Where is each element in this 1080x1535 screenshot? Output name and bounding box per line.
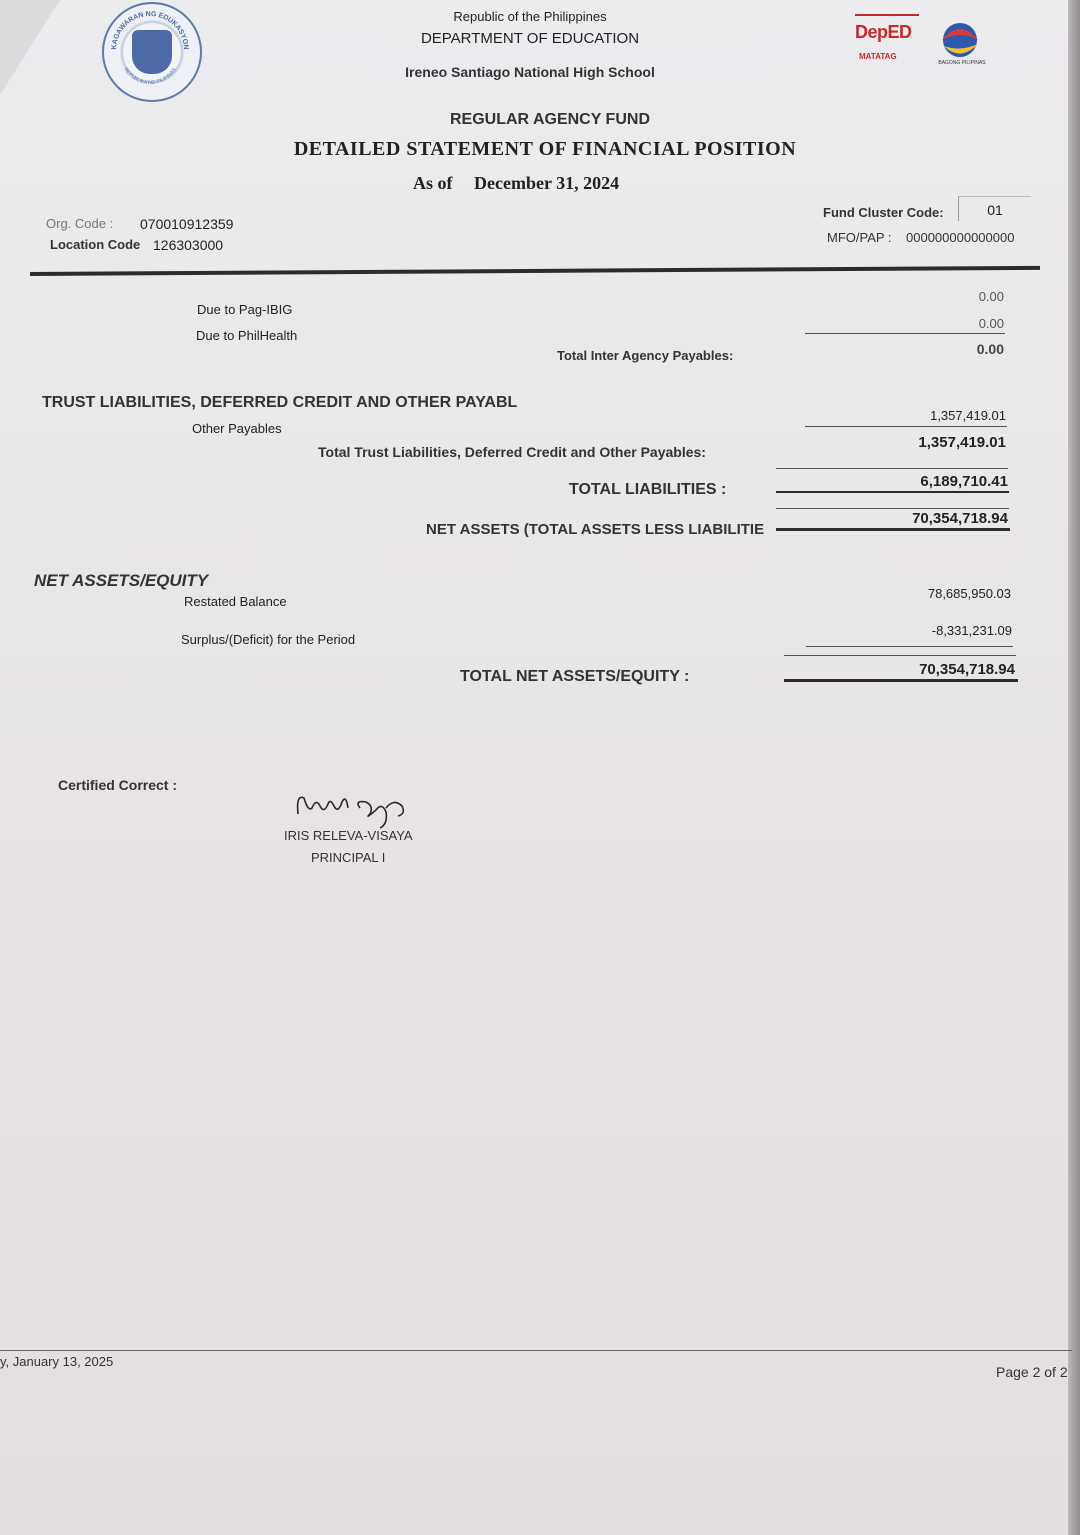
signatory-name: IRIS RELEVA-VISAYA — [284, 828, 413, 843]
page-fold — [0, 0, 60, 95]
deped-logo-text: DepED — [855, 22, 912, 42]
seal-torch-icon — [132, 30, 172, 74]
deped-seal-logo — [102, 2, 202, 102]
fund-title: REGULAR AGENCY FUND — [449, 111, 650, 128]
row-amount-pag-ibig: 0.00 — [978, 289, 1004, 304]
total-trust-amount: 1,357,419.01 — [918, 434, 1006, 451]
fund-cluster-code: 01 — [958, 196, 1031, 221]
trust-liabilities-heading: TRUST LIABILITIES, DEFERRED CREDIT AND OTHER PAYABL — [42, 394, 518, 411]
department-line: DEPARTMENT OF EDUCATION — [420, 30, 640, 47]
total-liabilities-label: TOTAL LIABILITIES : — [569, 481, 727, 498]
row-amount-philhealth: 0.00 — [978, 316, 1004, 331]
total-liabilities-amount: 6,189,710.41 — [920, 473, 1008, 490]
footer-date: y, January 13, 2025 — [0, 1354, 114, 1369]
row-amount-restated-balance: 78,685,950.03 — [927, 586, 1011, 601]
total-equity-label: TOTAL NET ASSETS/EQUITY : — [460, 668, 690, 685]
total-overline — [776, 508, 1009, 509]
org-code-label: Org. Code : — [46, 216, 114, 231]
row-label-other-payables: Other Payables — [192, 421, 282, 436]
row-label-philhealth: Due to PhilHealth — [196, 328, 298, 343]
seal-text: KAGAWARAN NG EDUKASYON — [110, 10, 190, 50]
location-code: 126303000 — [153, 237, 224, 253]
signatory-position: PRINCIPAL I — [311, 850, 386, 865]
total-equity-amount: 70,354,718.94 — [919, 661, 1015, 678]
bagong-pilipinas-logo — [932, 18, 992, 68]
row-label-surplus-deficit: Surplus/(Deficit) for the Period — [181, 632, 356, 647]
header-divider — [30, 266, 1040, 276]
school-name: Ireneo Santiago National High School — [405, 64, 655, 80]
total-overline — [784, 655, 1016, 656]
row-label-pag-ibig: Due to Pag-IBIG — [197, 302, 293, 317]
row-amount-surplus-deficit: -8,331,231.09 — [931, 623, 1012, 638]
double-underline — [776, 528, 1010, 531]
net-assets-label: NET ASSETS (TOTAL ASSETS LESS LIABILITIE — [426, 521, 765, 538]
row-amount-other-payables: 1,357,419.01 — [930, 408, 1006, 423]
total-inter-agency-amount: 0.00 — [976, 341, 1004, 357]
seal-bottom-text: REPUBLIKA NG PILIPINAS — [122, 67, 178, 87]
page-edge — [1068, 0, 1080, 1535]
double-underline — [784, 679, 1018, 682]
total-trust-label: Total Trust Liabilities, Deferred Credit and Other Payables: — [318, 444, 706, 460]
statement-title: DETAILED STATEMENT OF FINANCIAL POSITION — [293, 138, 797, 160]
as-of-label: As of — [413, 173, 453, 193]
org-code: 070010912359 — [140, 216, 234, 232]
mfo-pap-label: MFO/PAP : — [827, 230, 892, 245]
total-overline — [776, 468, 1008, 469]
double-underline — [776, 491, 1009, 493]
total-inter-agency-label: Total Inter Agency Payables: — [557, 348, 734, 363]
as-of-date: December 31, 2024 — [474, 173, 620, 193]
footer-divider — [0, 1350, 1072, 1351]
subtotal-underline — [805, 333, 1005, 334]
subtotal-underline — [806, 646, 1013, 647]
subtotal-underline — [805, 426, 1007, 427]
location-code-label: Location Code — [50, 237, 141, 252]
signature — [290, 784, 420, 834]
certified-correct-label: Certified Correct : — [58, 777, 178, 793]
mfo-pap: 000000000000000 — [906, 230, 1015, 245]
net-assets-amount: 70,354,718.94 — [912, 510, 1008, 527]
matatag-text: MATATAG — [859, 52, 897, 61]
page-number: Page 2 of 2 — [996, 1364, 1068, 1380]
fund-cluster-label: Fund Cluster Code: — [823, 205, 944, 220]
equity-heading: NET ASSETS/EQUITY — [34, 571, 209, 590]
republic-line: Republic of the Philippines — [453, 9, 607, 24]
row-label-restated-balance: Restated Balance — [184, 594, 287, 609]
bagong-pilipinas-text: BAGONG PILIPINAS — [938, 60, 986, 66]
deped-matatag-logo — [855, 14, 925, 70]
